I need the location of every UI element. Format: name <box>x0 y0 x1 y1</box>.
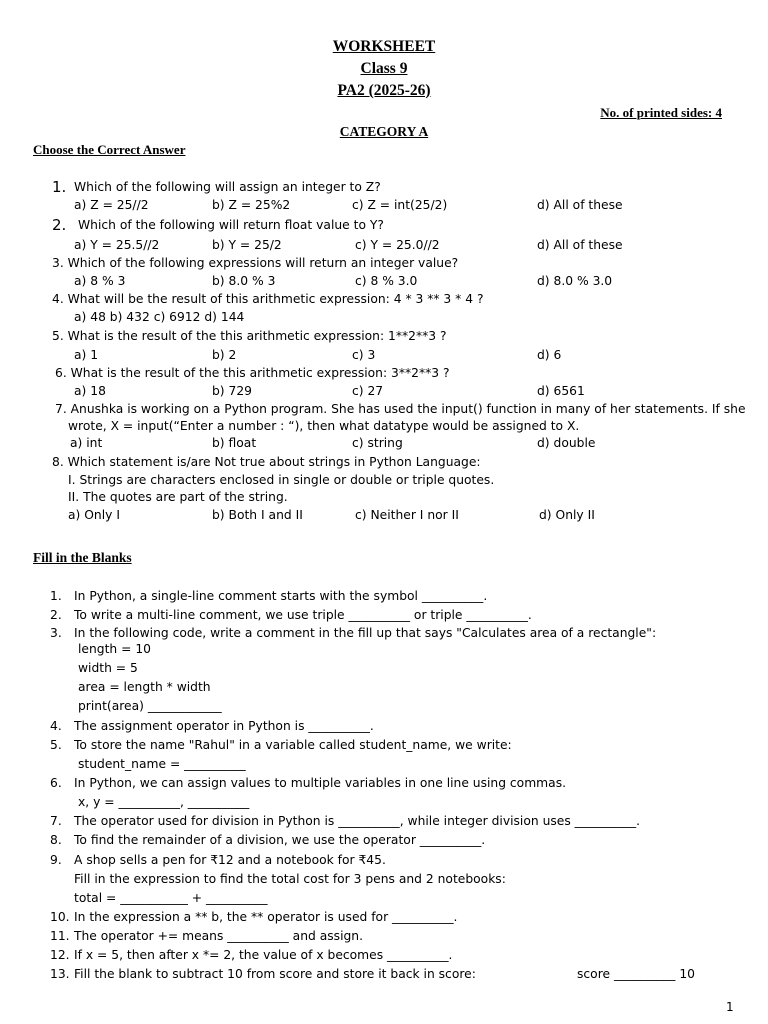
fill-heading: Fill in the Blanks <box>33 550 132 565</box>
q7-text-line2: wrote, X = input(“Enter a number : “), then what datatype would be assigned to X. <box>68 419 580 433</box>
q2-text: Which of the following will return float value to Y? <box>78 218 384 232</box>
q3-option-a: a) 8 % 3 <box>74 274 126 288</box>
class-line: Class 9 <box>360 60 408 77</box>
q8-option-c: c) Neither I nor II <box>355 508 459 522</box>
fill-11-text: The operator += means __________ and assign. <box>74 929 363 943</box>
q5-text: 5. What is the result of the this arithmetic expression: 1**2**3 ? <box>52 329 447 343</box>
fill-1-text: In Python, a single-line comment starts with the symbol __________. <box>74 589 488 603</box>
q8-option-b: b) Both I and II <box>212 508 303 522</box>
q1-option-a: a) Z = 25//2 <box>74 198 149 212</box>
q8-option-a: a) Only I <box>68 508 120 522</box>
mcq-heading: Choose the Correct Answer <box>33 142 186 157</box>
q2-option-c: c) Y = 25.0//2 <box>355 238 440 252</box>
q1-number: 1. <box>52 178 67 196</box>
q2-number: 2. <box>52 216 67 234</box>
q2-option-a: a) Y = 25.5//2 <box>74 238 160 252</box>
q7-option-b: b) float <box>212 436 257 450</box>
fill-13-text: Fill the blank to subtract 10 from score and store it back in score: <box>74 967 476 981</box>
q1-option-c: c) Z = int(25/2) <box>352 198 448 212</box>
q3-text: 3. Which of the following expressions will return an integer value? <box>52 256 459 270</box>
q3-option-d: d) 8.0 % 3.0 <box>537 274 613 288</box>
q6-option-a: a) 18 <box>74 384 106 398</box>
fill-2-text: To write a multi-line comment, we use triple __________ or triple __________. <box>74 608 532 622</box>
fill-7-text: The operator used for division in Python is __________, while integer division uses __________. <box>74 814 641 828</box>
fill-10-text: In the expression a ** b, the ** operator is used for __________. <box>74 910 458 924</box>
q6-option-b: b) 729 <box>212 384 252 398</box>
fill-9-continuation-1: Fill in the expression to find the total cost for 3 pens and 2 notebooks: <box>74 872 506 886</box>
fill-1-number: 1. <box>50 589 62 603</box>
q7-option-c: c) string <box>352 436 403 450</box>
fill-13-number: 13. <box>50 967 70 981</box>
fill-5-text: To store the name "Rahul" in a variable called student_name, we write: <box>74 738 512 752</box>
q4-text: 4. What will be the result of this arithmetic expression: 4 * 3 ** 3 * 4 ? <box>52 292 484 306</box>
q6-option-d: d) 6561 <box>537 384 585 398</box>
q5-option-a: a) 1 <box>74 348 99 362</box>
worksheet-title: WORKSHEET <box>332 38 436 55</box>
q1-option-b: b) Z = 25%2 <box>212 198 291 212</box>
q5-option-d: d) 6 <box>537 348 562 362</box>
q2-option-d: d) All of these <box>537 238 623 252</box>
printed-sides: No. of printed sides: 4 <box>600 105 722 120</box>
fill-10-number: 10. <box>50 910 70 924</box>
fill-7-number: 7. <box>50 814 62 828</box>
fill-9-text: A shop sells a pen for ₹12 and a notebook for ₹45. <box>74 853 386 867</box>
q5-option-c: c) 3 <box>352 348 376 362</box>
fill-6-text: In Python, we can assign values to multiple variables in one line using commas. <box>74 776 567 790</box>
fill-9-continuation-2: total = ___________ + __________ <box>74 891 268 905</box>
exam-line: PA2 (2025-26) <box>337 82 431 99</box>
code-line-2: width = 5 <box>78 661 138 675</box>
fill-9-number: 9. <box>50 853 62 867</box>
q1-option-d: d) All of these <box>537 198 623 212</box>
q8-statement-2: II. The quotes are part of the string. <box>68 490 288 504</box>
q7-text-line1: 7. Anushka is working on a Python program. She has used the input() function in many of her statements. If she <box>55 402 746 416</box>
page-number: 1 <box>726 1000 734 1014</box>
fill-5-continuation: student_name = __________ <box>78 757 246 771</box>
fill-8-number: 8. <box>50 833 62 847</box>
fill-13-answer: score __________ 10 <box>577 967 695 981</box>
code-line-4: print(area) ____________ <box>78 699 222 713</box>
q7-option-a: a) int <box>70 436 103 450</box>
fill-11-number: 11. <box>50 929 70 943</box>
q8-statement-1: I. Strings are characters enclosed in single or double or triple quotes. <box>68 473 495 487</box>
fill-2-number: 2. <box>50 608 62 622</box>
fill-6-continuation: x, y = __________, __________ <box>78 795 250 809</box>
q3-option-b: b) 8.0 % 3 <box>212 274 276 288</box>
q4-options: a) 48 b) 432 c) 6912 d) 144 <box>74 310 245 324</box>
fill-4-number: 4. <box>50 719 62 733</box>
fill-5-number: 5. <box>50 738 62 752</box>
q7-option-d: d) double <box>537 436 596 450</box>
fill-4-text: The assignment operator in Python is __________. <box>74 719 374 733</box>
fill-3-number: 3. <box>50 626 62 640</box>
code-line-3: area = length * width <box>78 680 211 694</box>
fill-12-number: 12. <box>50 948 70 962</box>
fill-8-text: To find the remainder of a division, we use the operator __________. <box>74 833 486 847</box>
q8-text: 8. Which statement is/are Not true about strings in Python Language: <box>52 455 481 469</box>
q6-option-c: c) 27 <box>352 384 384 398</box>
code-line-1: length = 10 <box>78 642 151 656</box>
q6-text: 6. What is the result of the this arithmetic expression: 3**2**3 ? <box>55 366 450 380</box>
q5-option-b: b) 2 <box>212 348 237 362</box>
q3-option-c: c) 8 % 3.0 <box>355 274 418 288</box>
fill-3-text: In the following code, write a comment in the fill up that says "Calculates area of a rectangle": <box>74 626 657 640</box>
category-heading: CATEGORY A <box>339 124 429 139</box>
fill-6-number: 6. <box>50 776 62 790</box>
fill-12-text: If x = 5, then after x *= 2, the value of x becomes __________. <box>74 948 453 962</box>
q1-text: Which of the following will assign an integer to Z? <box>74 180 381 194</box>
q8-option-d: d) Only II <box>539 508 595 522</box>
q2-option-b: b) Y = 25/2 <box>212 238 282 252</box>
